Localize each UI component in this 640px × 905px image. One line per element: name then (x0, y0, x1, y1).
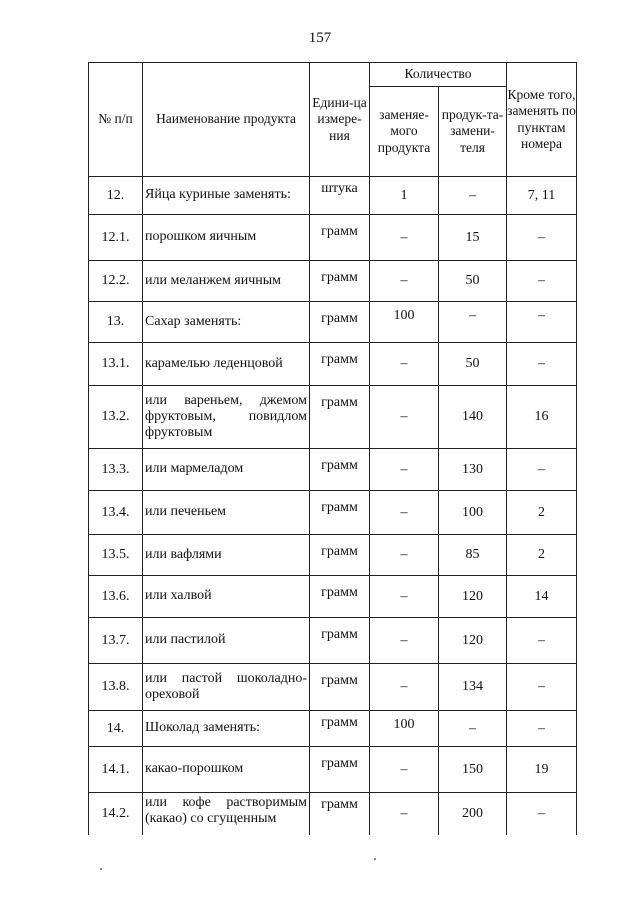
page-number: 157 (308, 30, 332, 46)
row-product-name: или меланжем яичным (143, 261, 310, 302)
row-product-name: или пастой шоколадно-ореховой (143, 664, 310, 711)
table-row (89, 261, 577, 302)
header-name: Наименование продукта (143, 63, 310, 177)
table-row (89, 747, 577, 793)
row-unit: грамм (310, 747, 370, 793)
row-num: 13. (89, 302, 143, 343)
row-product-name: или мармеладом (143, 449, 310, 491)
row-substitute-qty: 130 (439, 449, 507, 491)
row-num: 13.6. (89, 576, 143, 618)
row-substitute-qty: 50 (439, 261, 507, 302)
table-row (89, 535, 577, 576)
row-unit: штука (310, 177, 370, 215)
row-replaced-qty: – (370, 215, 439, 261)
row-extra-items: – (507, 664, 577, 711)
row-unit: грамм (310, 491, 370, 535)
row-num: 13.2. (89, 386, 143, 449)
scan-speck (374, 858, 376, 860)
row-extra-items: 14 (507, 576, 577, 618)
table-row (89, 793, 577, 835)
table-row (89, 711, 577, 747)
row-extra-items: – (507, 618, 577, 664)
row-extra-items: – (507, 343, 577, 386)
row-substitute-qty: – (439, 177, 507, 215)
row-replaced-qty: – (370, 576, 439, 618)
table-row (89, 449, 577, 491)
table-row (89, 215, 577, 261)
row-substitute-qty: – (439, 302, 507, 343)
header-unit: Едини-ца измере-ния (310, 63, 370, 177)
row-unit: грамм (310, 535, 370, 576)
row-replaced-qty: – (370, 535, 439, 576)
row-substitute-qty: 120 (439, 618, 507, 664)
row-substitute-qty: – (439, 711, 507, 747)
table-row (89, 302, 577, 343)
row-extra-items: 7, 11 (507, 177, 577, 215)
header-qty-replaced: заменяе-мого продукта (370, 87, 439, 177)
row-product-name: или пастилой (143, 618, 310, 664)
table-row (89, 343, 577, 386)
row-product-name: порошком яичным (143, 215, 310, 261)
row-substitute-qty: 140 (439, 386, 507, 449)
row-product-name: карамелью леденцовой (143, 343, 310, 386)
row-replaced-qty: – (370, 449, 439, 491)
row-unit: грамм (310, 261, 370, 302)
row-num: 13.1. (89, 343, 143, 386)
row-product-name: какао-порошком (143, 747, 310, 793)
row-num: 14.1. (89, 747, 143, 793)
row-substitute-qty: 50 (439, 343, 507, 386)
row-num: 13.3. (89, 449, 143, 491)
header-qty-substitute: продук-та-замени-теля (439, 87, 507, 177)
row-extra-items: – (507, 215, 577, 261)
row-extra-items: 2 (507, 491, 577, 535)
row-unit: грамм (310, 618, 370, 664)
row-extra-items: 19 (507, 747, 577, 793)
row-num: 14.2. (89, 793, 143, 835)
row-replaced-qty: 1 (370, 177, 439, 215)
row-replaced-qty: – (370, 664, 439, 711)
row-product-name: Сахар заменять: (143, 302, 310, 343)
table-row (89, 664, 577, 711)
row-substitute-qty: 200 (439, 793, 507, 835)
header-additionally: Кроме того, заменять по пунктам номера (507, 63, 577, 177)
row-substitute-qty: 15 (439, 215, 507, 261)
table-row (89, 576, 577, 618)
row-product-name: или вафлями (143, 535, 310, 576)
row-num: 12. (89, 177, 143, 215)
table-row (89, 386, 577, 449)
row-num: 13.5. (89, 535, 143, 576)
row-num: 12.1. (89, 215, 143, 261)
row-substitute-qty: 100 (439, 491, 507, 535)
row-unit: грамм (310, 664, 370, 711)
table-row (89, 491, 577, 535)
row-unit: грамм (310, 576, 370, 618)
row-product-name: Яйца куриные заменять: (143, 177, 310, 215)
row-replaced-qty: – (370, 747, 439, 793)
row-extra-items: – (507, 793, 577, 835)
row-product-name: Шоколад заменять: (143, 711, 310, 747)
row-num: 13.4. (89, 491, 143, 535)
row-num: 13.8. (89, 664, 143, 711)
row-replaced-qty: – (370, 618, 439, 664)
row-substitute-qty: 120 (439, 576, 507, 618)
header-num: № п/п (89, 63, 143, 177)
row-extra-items: – (507, 261, 577, 302)
row-unit: грамм (310, 386, 370, 449)
row-replaced-qty: – (370, 491, 439, 535)
table-row (89, 177, 577, 215)
row-replaced-qty: – (370, 386, 439, 449)
row-num: 13.7. (89, 618, 143, 664)
row-substitute-qty: 85 (439, 535, 507, 576)
row-substitute-qty: 150 (439, 747, 507, 793)
row-substitute-qty: 134 (439, 664, 507, 711)
row-extra-items: – (507, 302, 577, 343)
row-extra-items: – (507, 449, 577, 491)
row-unit: грамм (310, 793, 370, 835)
substitution-table (88, 62, 577, 835)
row-product-name: или печеньем (143, 491, 310, 535)
row-replaced-qty: 100 (370, 711, 439, 747)
row-extra-items: 2 (507, 535, 577, 576)
row-unit: грамм (310, 343, 370, 386)
row-unit: грамм (310, 449, 370, 491)
row-unit: грамм (310, 711, 370, 747)
row-num: 12.2. (89, 261, 143, 302)
row-unit: грамм (310, 302, 370, 343)
table-row (89, 618, 577, 664)
row-replaced-qty: – (370, 793, 439, 835)
row-product-name: или вареньем, джемом фруктовым, повидлом фруктовым (143, 386, 310, 449)
row-extra-items: – (507, 711, 577, 747)
row-replaced-qty: – (370, 261, 439, 302)
scan-speck (100, 868, 102, 870)
row-unit: грамм (310, 215, 370, 261)
row-replaced-qty: 100 (370, 302, 439, 343)
row-product-name: или халвой (143, 576, 310, 618)
row-replaced-qty: – (370, 343, 439, 386)
row-extra-items: 16 (507, 386, 577, 449)
row-num: 14. (89, 711, 143, 747)
header-quantity: Количество (370, 63, 507, 87)
row-product-name: или кофе растворимым (какао) со сгущенным (143, 793, 310, 835)
